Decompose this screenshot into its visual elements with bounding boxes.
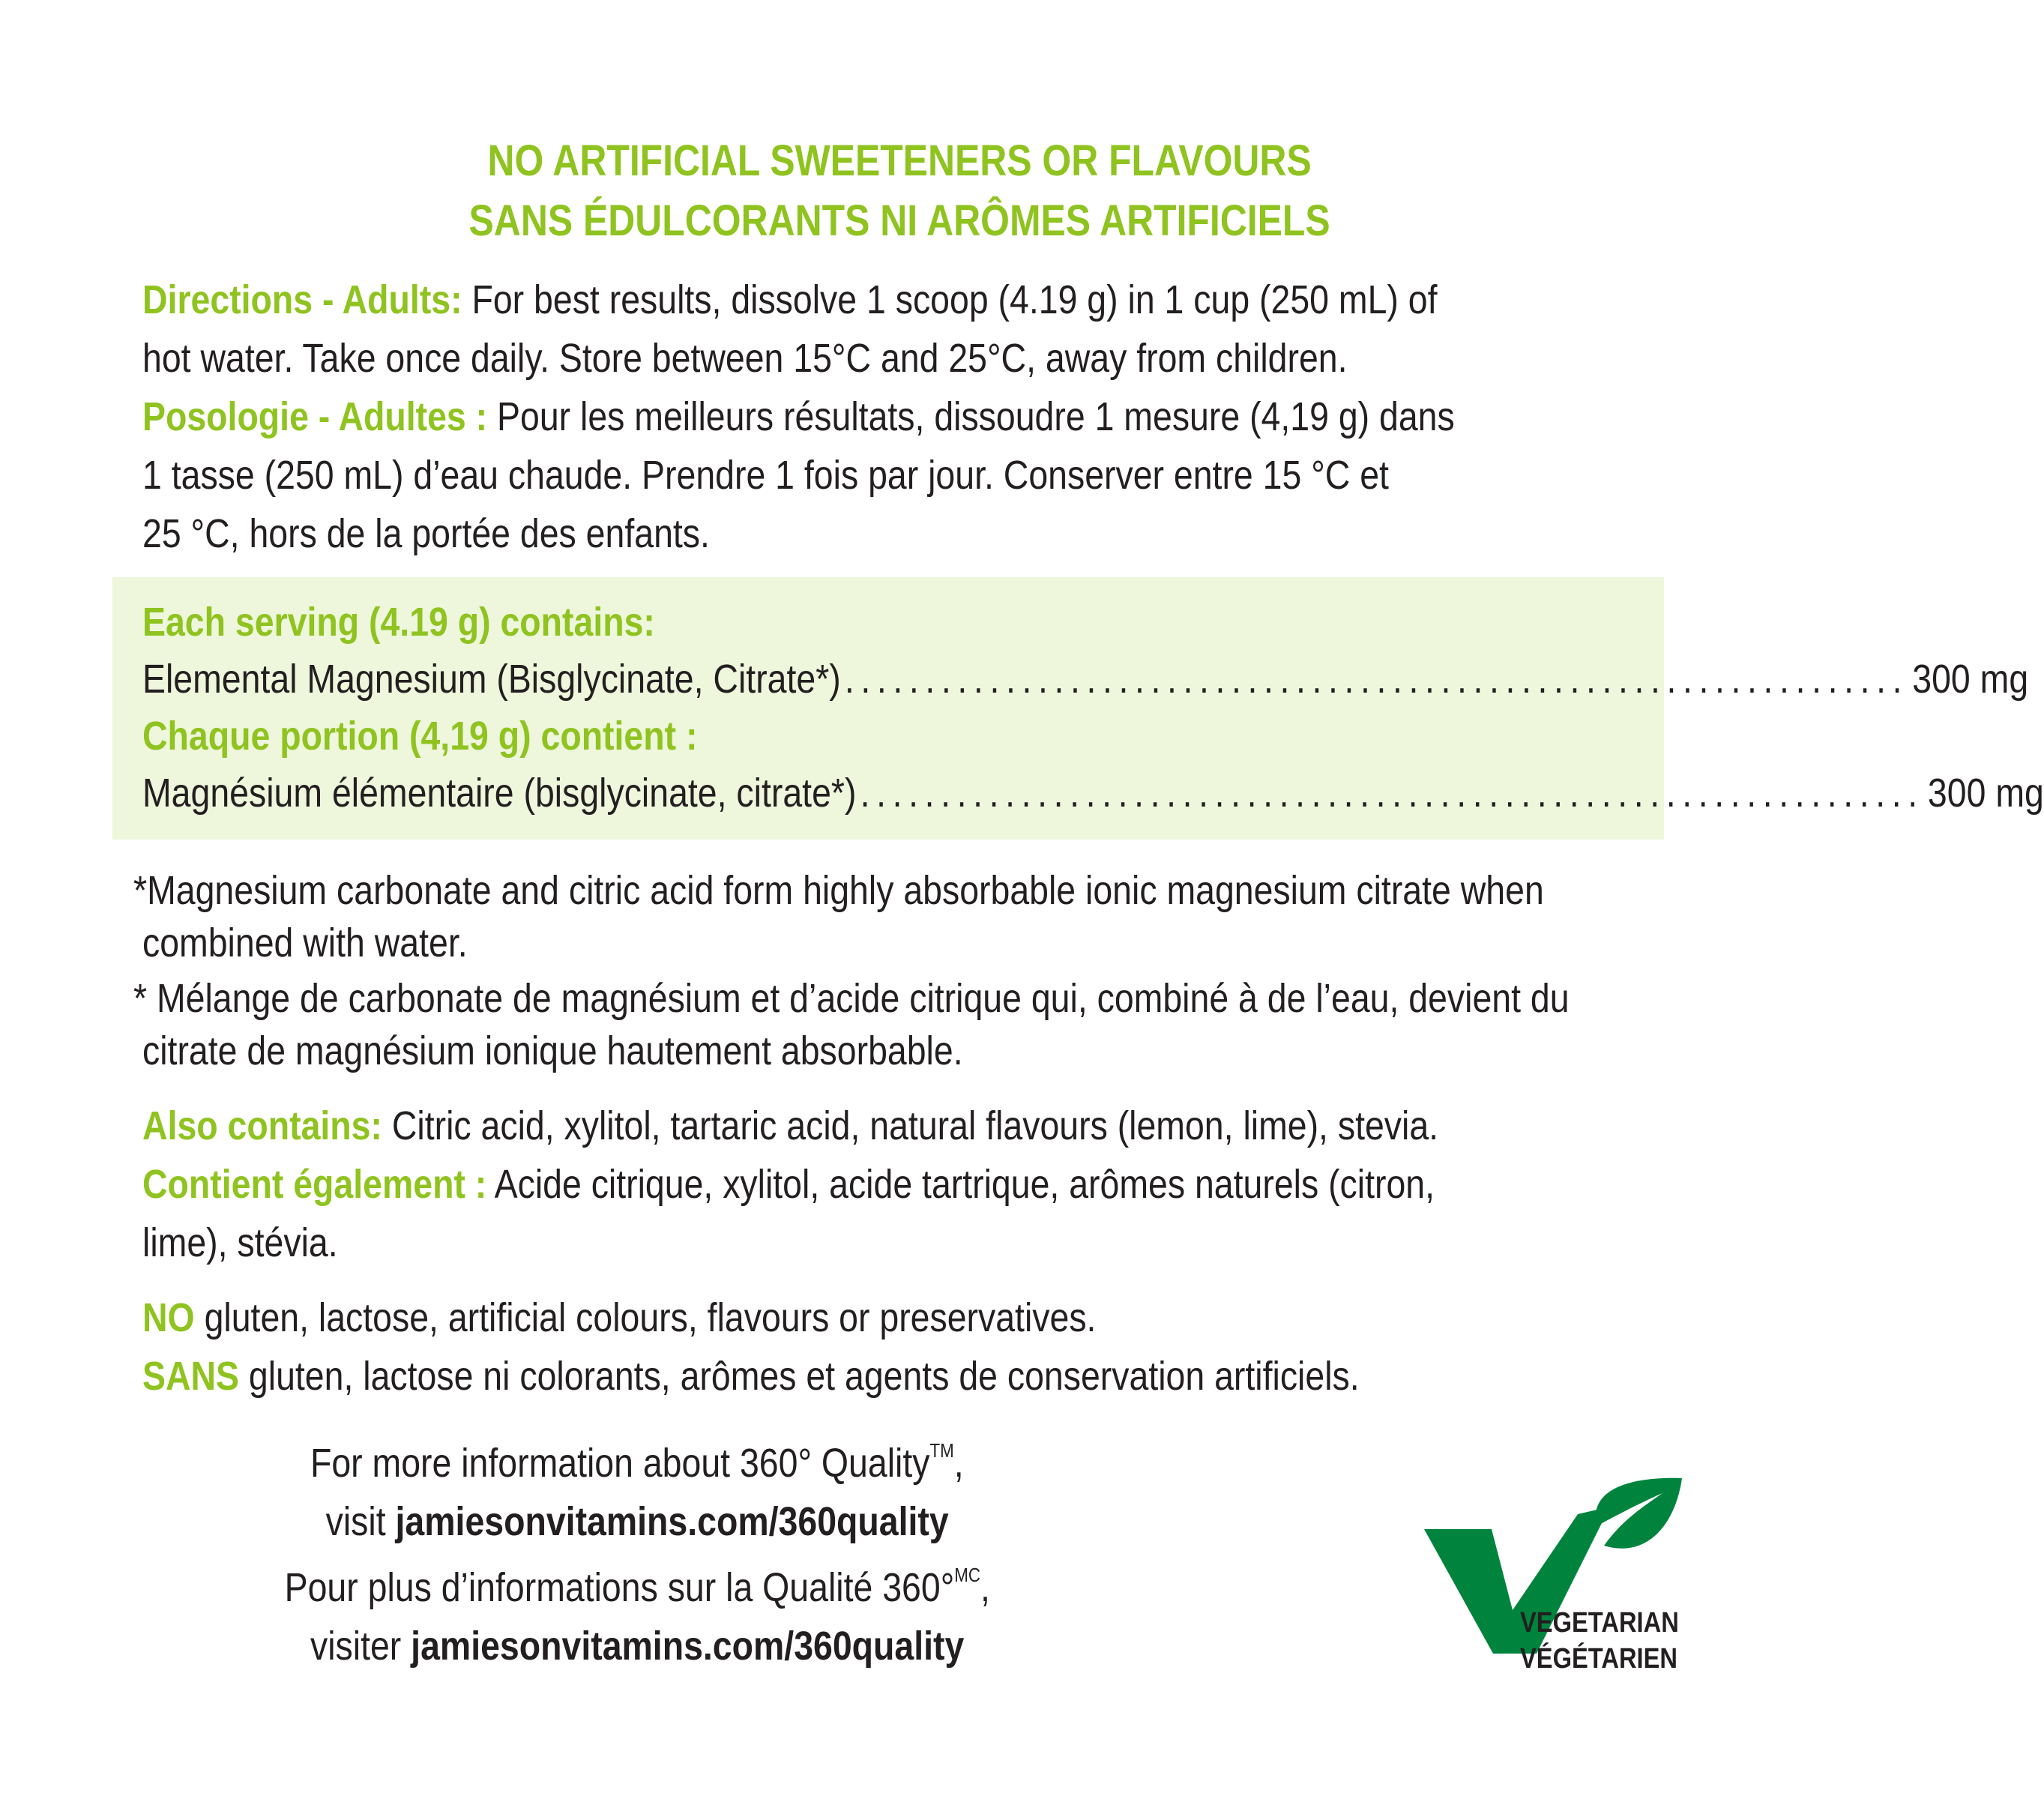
directions-fr-label: Posologie - Adultes :: [142, 394, 488, 439]
quality-en-url[interactable]: jamiesonvitamins.com/360quality: [395, 1499, 949, 1544]
free-from-fr-label: SANS: [142, 1354, 240, 1399]
quality-en-line-2: visit jamiesonvitamins.com/360quality: [325, 1499, 949, 1544]
also-contains-fr-line-2: lime), stévia.: [142, 1220, 338, 1265]
serving-fr-label: Chaque portion (4,19 g) contient :: [142, 714, 698, 759]
leader-dots: ..................................................................: [860, 771, 1924, 816]
free-from-fr: SANS gluten, lactose ni colorants, arômes et agents de conservation artificiels.: [142, 1354, 1360, 1399]
quality-en-line-1: For more information about 360° Quality™,: [310, 1439, 964, 1486]
footnote-en-line-2: combined with water.: [142, 920, 468, 965]
headline-fr: SANS ÉDULCORANTS NI ARÔMES ARTIFICIELS: [468, 196, 1330, 245]
also-contains-en: Also contains: Citric acid, xylitol, tartaric acid, natural flavours (lemon, lime), stevia.: [142, 1103, 1439, 1148]
directions-fr-line-1: Posologie - Adultes : Pour les meilleurs résultats, dissoudre 1 mesure (4,19 g) dans: [142, 394, 1455, 439]
leader-dots: ..................................................................: [844, 657, 1909, 702]
serving-en-label: Each serving (4.19 g) contains:: [142, 600, 655, 645]
quality-fr-line-1: Pour plus d’informations sur la Qualité 360°$^{MC}$,: [284, 1564, 990, 1610]
serving-en-row: [142, 649, 2029, 709]
quality-fr-line-2: visiter jamiesonvitamins.com/360quality: [310, 1624, 965, 1669]
directions-en-label: Directions - Adults:: [142, 277, 462, 322]
directions-en-line-2: hot water. Take once daily. Store between 15°C and 25°C, away from children.: [142, 336, 1348, 381]
serving-fr-ingredient: Magnésium élémentaire (bisglycinate, citrate*): [142, 771, 857, 816]
footnote-en-line-1: *Magnesium carbonate and citric acid form highly absorbable ionic magnesium citrate when: [133, 868, 1544, 913]
free-from-en-label: NO: [142, 1295, 195, 1340]
trademark-mark: TM: [929, 1439, 954, 1462]
directions-fr-line-2: 1 tasse (250 mL) d’eau chaude. Prendre 1 fois par jour. Conserver entre 15 °C et: [142, 453, 1389, 498]
trademark-mark: MC: [953, 1564, 980, 1586]
quality-fr-url[interactable]: jamiesonvitamins.com/360quality: [410, 1624, 965, 1669]
directions-en-line-1: Directions - Adults: For best results, dissolve 1 scoop (4.19 g) in 1 cup (250 mL) of: [142, 277, 1438, 322]
also-contains-fr-line-1: Contient également : Acide citrique, xylitol, acide tartrique, arômes naturels (citron,: [142, 1162, 1435, 1207]
also-contains-en-label: Also contains:: [142, 1103, 382, 1148]
free-from-en: NO gluten, lactose, artificial colours, flavours or preservatives.: [142, 1295, 1097, 1340]
headline-en: NO ARTIFICIAL SWEETENERS OR FLAVOURS: [487, 136, 1312, 185]
serving-en-amount: 300 mg: [1912, 657, 2029, 702]
footnote-fr-line-2: citrate de magnésium ionique hautement absorbable.: [142, 1028, 963, 1073]
vegetarian-fr-label: VÉGÉTARIEN: [1520, 1643, 1678, 1675]
serving-fr-row: [142, 763, 2044, 823]
vegetarian-en-label: VEGETARIAN: [1520, 1607, 1679, 1639]
directions-fr-line-3: 25 °C, hors de la portée des enfants.: [142, 511, 710, 556]
also-contains-fr-label: Contient également :: [142, 1162, 487, 1207]
serving-en-ingredient: Elemental Magnesium (Bisglycinate, Citrate*): [142, 657, 841, 702]
footnote-fr-line-1: * Mélange de carbonate de magnésium et d’acide citrique qui, combiné à de l’eau, devient du: [133, 976, 1570, 1021]
serving-fr-amount: 300 mg: [1927, 771, 2044, 816]
